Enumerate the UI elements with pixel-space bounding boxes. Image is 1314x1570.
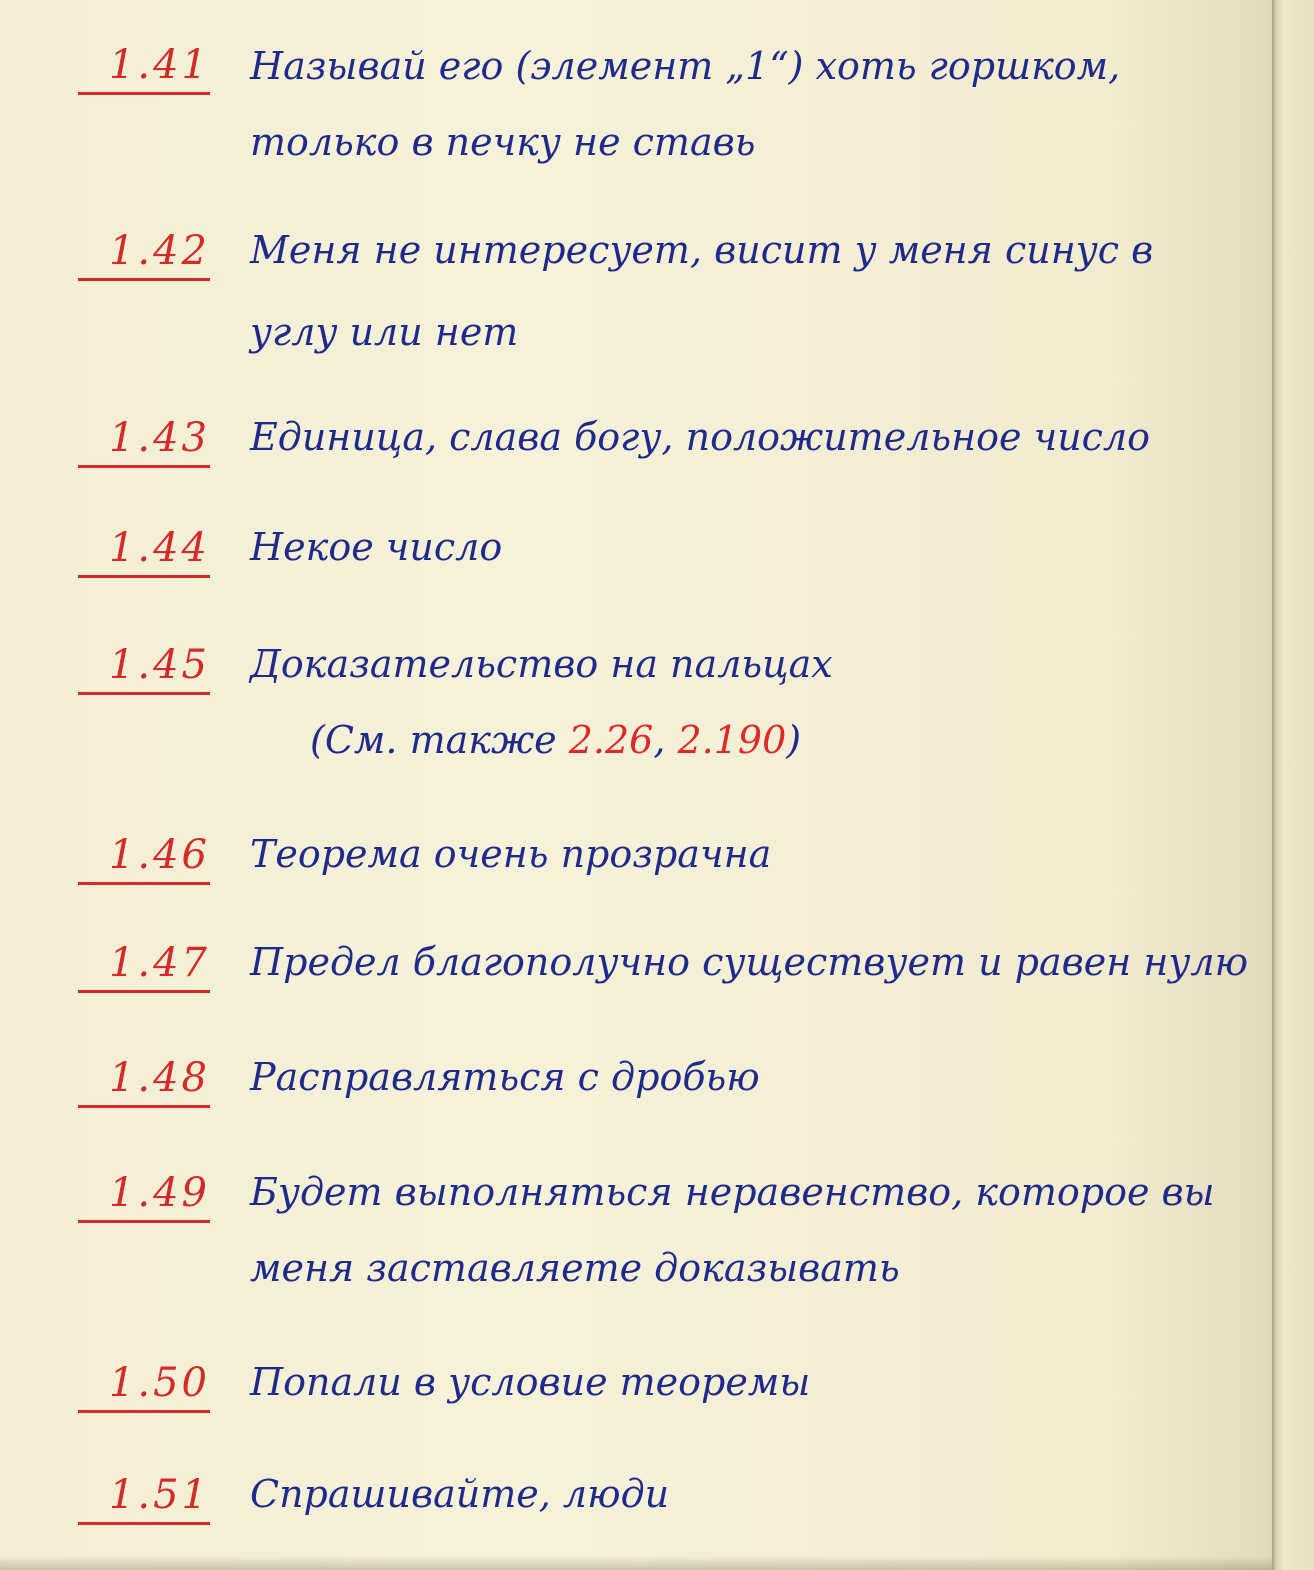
- cross-reference-link: 2.190: [677, 718, 787, 762]
- entry-number-text: 1.43: [108, 415, 210, 461]
- entry-number: [0, 1360, 210, 1413]
- entry-number-text: 1.50: [108, 1360, 210, 1406]
- entry-number: [0, 940, 210, 993]
- entry-number: [0, 642, 210, 695]
- cross-reference-note: [310, 718, 801, 762]
- entry-number-text: 1.42: [108, 228, 210, 274]
- entry-text-line: Будет выполняться неравенство, которое вы: [250, 1170, 1215, 1214]
- entry-text-line: Предел благополучно существует и равен нулю: [250, 940, 1249, 984]
- entry-number-text: 1.48: [108, 1055, 210, 1101]
- entry-text-line: Единица, слава богу, положительное число: [250, 415, 1151, 459]
- note-suffix: ): [786, 718, 802, 762]
- entry-number-text: 1.45: [108, 642, 210, 688]
- entry-text-line: Попали в условие теоремы: [250, 1360, 811, 1404]
- entry-text-line: Спрашивайте, люди: [250, 1472, 670, 1516]
- number-underline: [78, 1220, 210, 1223]
- entry-number: [0, 42, 210, 95]
- entry-text-line: Называй его (элемент „1“) хоть горшком,: [250, 44, 1121, 88]
- entry-number-text: 1.49: [108, 1170, 210, 1216]
- entry-text-line: углу или нет: [250, 310, 519, 354]
- entry-text-line: Некое число: [250, 525, 503, 569]
- entry-number: [0, 1472, 210, 1525]
- number-underline: [78, 692, 210, 695]
- entry-number: [0, 1170, 210, 1223]
- entry-text-line: Меня не интересует, висит у меня синус в: [250, 228, 1154, 272]
- number-underline: [78, 92, 210, 95]
- note-prefix: (См. также: [310, 718, 569, 762]
- entry-text-line: Теорема очень прозрачна: [250, 832, 772, 876]
- entry-number: [0, 228, 210, 281]
- entry-number-text: 1.47: [108, 940, 210, 986]
- entry-number-text: 1.46: [108, 832, 210, 878]
- number-underline: [78, 1410, 210, 1413]
- number-underline: [78, 990, 210, 993]
- cross-reference-link: 2.26: [568, 718, 654, 762]
- entry-number-text: 1.41: [108, 42, 210, 88]
- entry-text-line: Доказательство на пальцах: [250, 642, 833, 686]
- number-underline: [78, 575, 210, 578]
- entry-number: [0, 832, 210, 885]
- entry-number-text: 1.44: [108, 525, 210, 571]
- number-underline: [78, 278, 210, 281]
- note-separator: ,: [653, 718, 678, 762]
- number-underline: [78, 1522, 210, 1525]
- entry-number: [0, 415, 210, 468]
- number-underline: [78, 882, 210, 885]
- entry-number: [0, 1055, 210, 1108]
- entry-number: [0, 525, 210, 578]
- number-underline: [78, 1105, 210, 1108]
- entry-text-line: меня заставляете доказывать: [250, 1246, 900, 1290]
- entry-text-line: Расправляться с дробью: [250, 1055, 760, 1099]
- number-underline: [78, 465, 210, 468]
- page-bottom-edge: [0, 1556, 1314, 1570]
- entry-text-line: только в печку не ставь: [250, 120, 756, 164]
- entry-number-text: 1.51: [108, 1472, 210, 1518]
